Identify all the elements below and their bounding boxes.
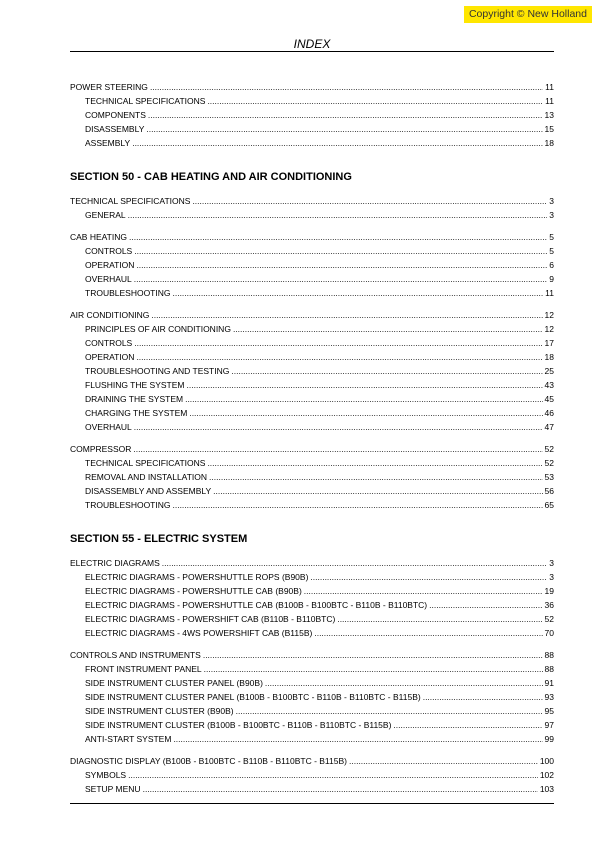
section-spacer <box>70 150 554 170</box>
toc-subentry[interactable] <box>70 704 554 718</box>
dot-leader <box>231 364 542 378</box>
dot-leader <box>172 498 542 512</box>
dot-leader <box>143 782 538 796</box>
toc-entry-label: CONTROLS <box>85 246 133 256</box>
toc-entry-label: TROUBLESHOOTING <box>85 288 171 298</box>
toc-page-number: 13 <box>544 110 554 120</box>
toc-page-number: 70 <box>544 628 554 638</box>
table-of-contents <box>70 80 554 796</box>
toc-entry-label: TECHNICAL SPECIFICATIONS <box>85 458 206 468</box>
dot-leader <box>236 704 543 718</box>
dot-leader <box>207 94 543 108</box>
toc-entry-label: OPERATION <box>85 352 135 362</box>
dot-leader <box>136 350 542 364</box>
dot-leader <box>150 80 543 94</box>
toc-entry-label: FLUSHING THE SYSTEM <box>85 380 185 390</box>
toc-subentry[interactable] <box>70 258 554 272</box>
section-spacer <box>70 546 554 556</box>
toc-page-number: 52 <box>544 444 554 454</box>
toc-entry-label: DISASSEMBLY <box>85 124 145 134</box>
toc-group <box>70 194 554 222</box>
dot-leader <box>185 392 542 406</box>
dot-leader <box>314 626 542 640</box>
toc-subentry[interactable] <box>70 690 554 704</box>
toc-page-number: 12 <box>544 324 554 334</box>
toc-subentry[interactable] <box>70 570 554 584</box>
toc-entry[interactable] <box>70 230 554 244</box>
toc-page-number: 3 <box>549 196 554 206</box>
toc-entry[interactable] <box>70 754 554 768</box>
dot-leader <box>189 406 542 420</box>
toc-entry-label: ELECTRIC DIAGRAMS - 4WS POWERSHIFT CAB (B115B) <box>85 628 313 638</box>
toc-page-number: 65 <box>544 500 554 510</box>
dot-leader <box>148 108 543 122</box>
toc-entry[interactable] <box>70 308 554 322</box>
dot-leader <box>304 584 543 598</box>
dot-leader <box>134 336 542 350</box>
toc-page-number: 6 <box>549 260 554 270</box>
toc-entry-label: DIAGNOSTIC DISPLAY (B100B - B100BTC - B110B - B110BTC - B115B) <box>70 756 347 766</box>
dot-leader <box>192 194 547 208</box>
toc-page-number: 45 <box>544 394 554 404</box>
dot-leader <box>423 690 543 704</box>
toc-group <box>70 648 554 746</box>
toc-page-number: 52 <box>544 458 554 468</box>
toc-subentry[interactable] <box>70 286 554 300</box>
dot-leader <box>265 676 543 690</box>
toc-subentry[interactable] <box>70 122 554 136</box>
dot-leader <box>172 286 543 300</box>
toc-subentry[interactable] <box>70 676 554 690</box>
toc-page-number: 18 <box>544 352 554 362</box>
toc-subentry[interactable] <box>70 498 554 512</box>
toc-page-number: 91 <box>544 678 554 688</box>
toc-page-number: 11 <box>545 82 554 92</box>
toc-entry-label: OVERHAUL <box>85 422 132 432</box>
toc-entry-label: SIDE INSTRUMENT CLUSTER PANEL (B100B - B100BTC - B110B - B110BTC - B115B) <box>85 692 421 702</box>
toc-page-number: 102 <box>539 770 554 780</box>
toc-page-number: 52 <box>544 614 554 624</box>
group-gap <box>70 640 554 648</box>
toc-entry-label: REMOVAL AND INSTALLATION <box>85 472 208 482</box>
dot-leader <box>146 122 542 136</box>
toc-page-number: 46 <box>544 408 554 418</box>
toc-subentry[interactable] <box>70 584 554 598</box>
toc-entry[interactable] <box>70 648 554 662</box>
toc-subentry[interactable] <box>70 136 554 150</box>
toc-group <box>70 230 554 300</box>
toc-page-number: 100 <box>539 756 554 766</box>
toc-subentry[interactable] <box>70 732 554 746</box>
dot-leader <box>132 136 542 150</box>
dot-leader <box>213 484 542 498</box>
group-gap <box>70 300 554 308</box>
page-title: INDEX <box>293 37 331 51</box>
toc-entry-label: TECHNICAL SPECIFICATIONS <box>85 96 206 106</box>
toc-entry-label: SIDE INSTRUMENT CLUSTER (B100B - B100BTC - B110B - B110BTC - B115B) <box>85 720 392 730</box>
toc-entry-label: TECHNICAL SPECIFICATIONS <box>70 196 191 206</box>
toc-subentry[interactable] <box>70 378 554 392</box>
dot-leader <box>133 442 542 456</box>
dot-leader <box>233 322 543 336</box>
dot-leader <box>129 230 547 244</box>
toc-entry-label: OVERHAUL <box>85 274 132 284</box>
dot-leader <box>207 456 542 470</box>
toc-entry[interactable] <box>70 442 554 456</box>
toc-subentry[interactable] <box>70 94 554 108</box>
toc-entry-label: CHARGING THE SYSTEM <box>85 408 188 418</box>
toc-page-number: 47 <box>544 422 554 432</box>
toc-entry-label: CAB HEATING <box>70 232 127 242</box>
toc-group <box>70 308 554 434</box>
toc-entry-label: CONTROLS AND INSTRUMENTS <box>70 650 201 660</box>
toc-page-number: 3 <box>549 572 554 582</box>
toc-page-number: 93 <box>544 692 554 702</box>
toc-page-number: 19 <box>544 586 554 596</box>
toc-entry-label: ELECTRIC DIAGRAMS - POWERSHUTTLE ROPS (B90B) <box>85 572 309 582</box>
dot-leader <box>162 556 548 570</box>
toc-subentry[interactable] <box>70 782 554 796</box>
toc-subentry[interactable] <box>70 208 554 222</box>
toc-page-number: 25 <box>544 366 554 376</box>
toc-entry-label: FRONT INSTRUMENT PANEL <box>85 664 202 674</box>
dot-leader <box>429 598 542 612</box>
toc-entry-label: ELECTRIC DIAGRAMS <box>70 558 160 568</box>
dot-leader <box>134 244 547 258</box>
section-heading: SECTION 55 - ELECTRIC SYSTEM <box>70 533 248 545</box>
dot-leader <box>349 754 538 768</box>
toc-subentry[interactable] <box>70 718 554 732</box>
toc-page-number: 3 <box>549 558 554 568</box>
toc-subentry[interactable] <box>70 612 554 626</box>
toc-group <box>70 754 554 796</box>
toc-entry-label: ANTI-START SYSTEM <box>85 734 172 744</box>
toc-page-number: 5 <box>549 246 554 256</box>
toc-page-number: 56 <box>544 486 554 496</box>
dot-leader <box>204 662 543 676</box>
dot-leader <box>128 768 538 782</box>
toc-group <box>70 80 554 150</box>
group-gap <box>70 222 554 230</box>
toc-page-number: 11 <box>545 288 554 298</box>
dot-leader <box>209 470 543 484</box>
toc-entry[interactable] <box>70 80 554 94</box>
dot-leader <box>128 208 548 222</box>
toc-subentry[interactable] <box>70 420 554 434</box>
toc-subentry[interactable] <box>70 392 554 406</box>
toc-entry[interactable] <box>70 556 554 570</box>
toc-page-number: 12 <box>544 310 554 320</box>
group-gap <box>70 746 554 754</box>
dot-leader <box>337 612 542 626</box>
toc-page-number: 88 <box>544 650 554 660</box>
toc-entry-label: AIR CONDITIONING <box>70 310 150 320</box>
toc-page-number: 9 <box>549 274 554 284</box>
dot-leader <box>203 648 543 662</box>
toc-subentry[interactable] <box>70 456 554 470</box>
toc-entry-label: TROUBLESHOOTING AND TESTING <box>85 366 230 376</box>
toc-page-number: 103 <box>539 784 554 794</box>
dot-leader <box>393 718 542 732</box>
dot-leader <box>173 732 542 746</box>
toc-entry[interactable] <box>70 194 554 208</box>
toc-entry-label: DISASSEMBLY AND ASSEMBLY <box>85 486 212 496</box>
toc-subentry[interactable] <box>70 406 554 420</box>
toc-subentry[interactable] <box>70 470 554 484</box>
toc-subentry[interactable] <box>70 350 554 364</box>
toc-entry-label: GENERAL <box>85 210 126 220</box>
toc-entry-label: COMPRESSOR <box>70 444 132 454</box>
copyright-badge: Copyright © New Holland <box>464 6 592 23</box>
dot-leader <box>187 378 543 392</box>
toc-entry-label: ASSEMBLY <box>85 138 131 148</box>
toc-page-number: 53 <box>544 472 554 482</box>
dot-leader <box>134 420 543 434</box>
toc-page-number: 97 <box>544 720 554 730</box>
toc-subentry[interactable] <box>70 484 554 498</box>
toc-entry-label: PRINCIPLES OF AIR CONDITIONING <box>85 324 231 334</box>
toc-entry-label: ELECTRIC DIAGRAMS - POWERSHUTTLE CAB (B90B) <box>85 586 302 596</box>
dot-leader <box>136 258 547 272</box>
toc-subentry[interactable] <box>70 244 554 258</box>
toc-subentry[interactable] <box>70 768 554 782</box>
toc-subentry[interactable] <box>70 108 554 122</box>
toc-page-number: 3 <box>549 210 554 220</box>
header-rule <box>70 51 554 52</box>
section-spacer <box>70 512 554 532</box>
toc-entry-label: DRAINING THE SYSTEM <box>85 394 184 404</box>
toc-page-number: 36 <box>544 600 554 610</box>
toc-group <box>70 442 554 512</box>
toc-group <box>70 556 554 640</box>
toc-page-number: 95 <box>544 706 554 716</box>
toc-page-number: 15 <box>544 124 554 134</box>
toc-subentry[interactable] <box>70 626 554 640</box>
section-heading: SECTION 50 - CAB HEATING AND AIR CONDITIONING <box>70 171 352 183</box>
toc-page-number: 43 <box>544 380 554 390</box>
toc-entry-label: ELECTRIC DIAGRAMS - POWERSHIFT CAB (B110B - B110BTC) <box>85 614 336 624</box>
toc-subentry[interactable] <box>70 598 554 612</box>
dot-leader <box>134 272 548 286</box>
toc-page-number: 11 <box>545 96 554 106</box>
toc-subentry[interactable] <box>70 322 554 336</box>
toc-entry-label: POWER STEERING <box>70 82 148 92</box>
section-spacer <box>70 184 554 194</box>
toc-entry-label: OPERATION <box>85 260 135 270</box>
dot-leader <box>310 570 547 584</box>
footer-rule <box>70 803 554 804</box>
toc-page-number: 17 <box>544 338 554 348</box>
toc-entry-label: ELECTRIC DIAGRAMS - POWERSHUTTLE CAB (B100B - B100BTC - B110B - B110BTC) <box>85 600 428 610</box>
toc-entry-label: SETUP MENU <box>85 784 141 794</box>
toc-entry-label: CONTROLS <box>85 338 133 348</box>
dot-leader <box>151 308 542 322</box>
toc-subentry[interactable] <box>70 272 554 286</box>
toc-subentry[interactable] <box>70 662 554 676</box>
toc-page-number: 99 <box>544 734 554 744</box>
group-gap <box>70 434 554 442</box>
toc-entry-label: SIDE INSTRUMENT CLUSTER (B90B) <box>85 706 234 716</box>
toc-page-number: 5 <box>549 232 554 242</box>
toc-page-number: 88 <box>544 664 554 674</box>
toc-entry-label: SIDE INSTRUMENT CLUSTER PANEL (B90B) <box>85 678 263 688</box>
toc-page-number: 18 <box>544 138 554 148</box>
toc-entry-label: SYMBOLS <box>85 770 127 780</box>
toc-entry-label: TROUBLESHOOTING <box>85 500 171 510</box>
toc-subentry[interactable] <box>70 364 554 378</box>
toc-subentry[interactable] <box>70 336 554 350</box>
toc-entry-label: COMPONENTS <box>85 110 146 120</box>
